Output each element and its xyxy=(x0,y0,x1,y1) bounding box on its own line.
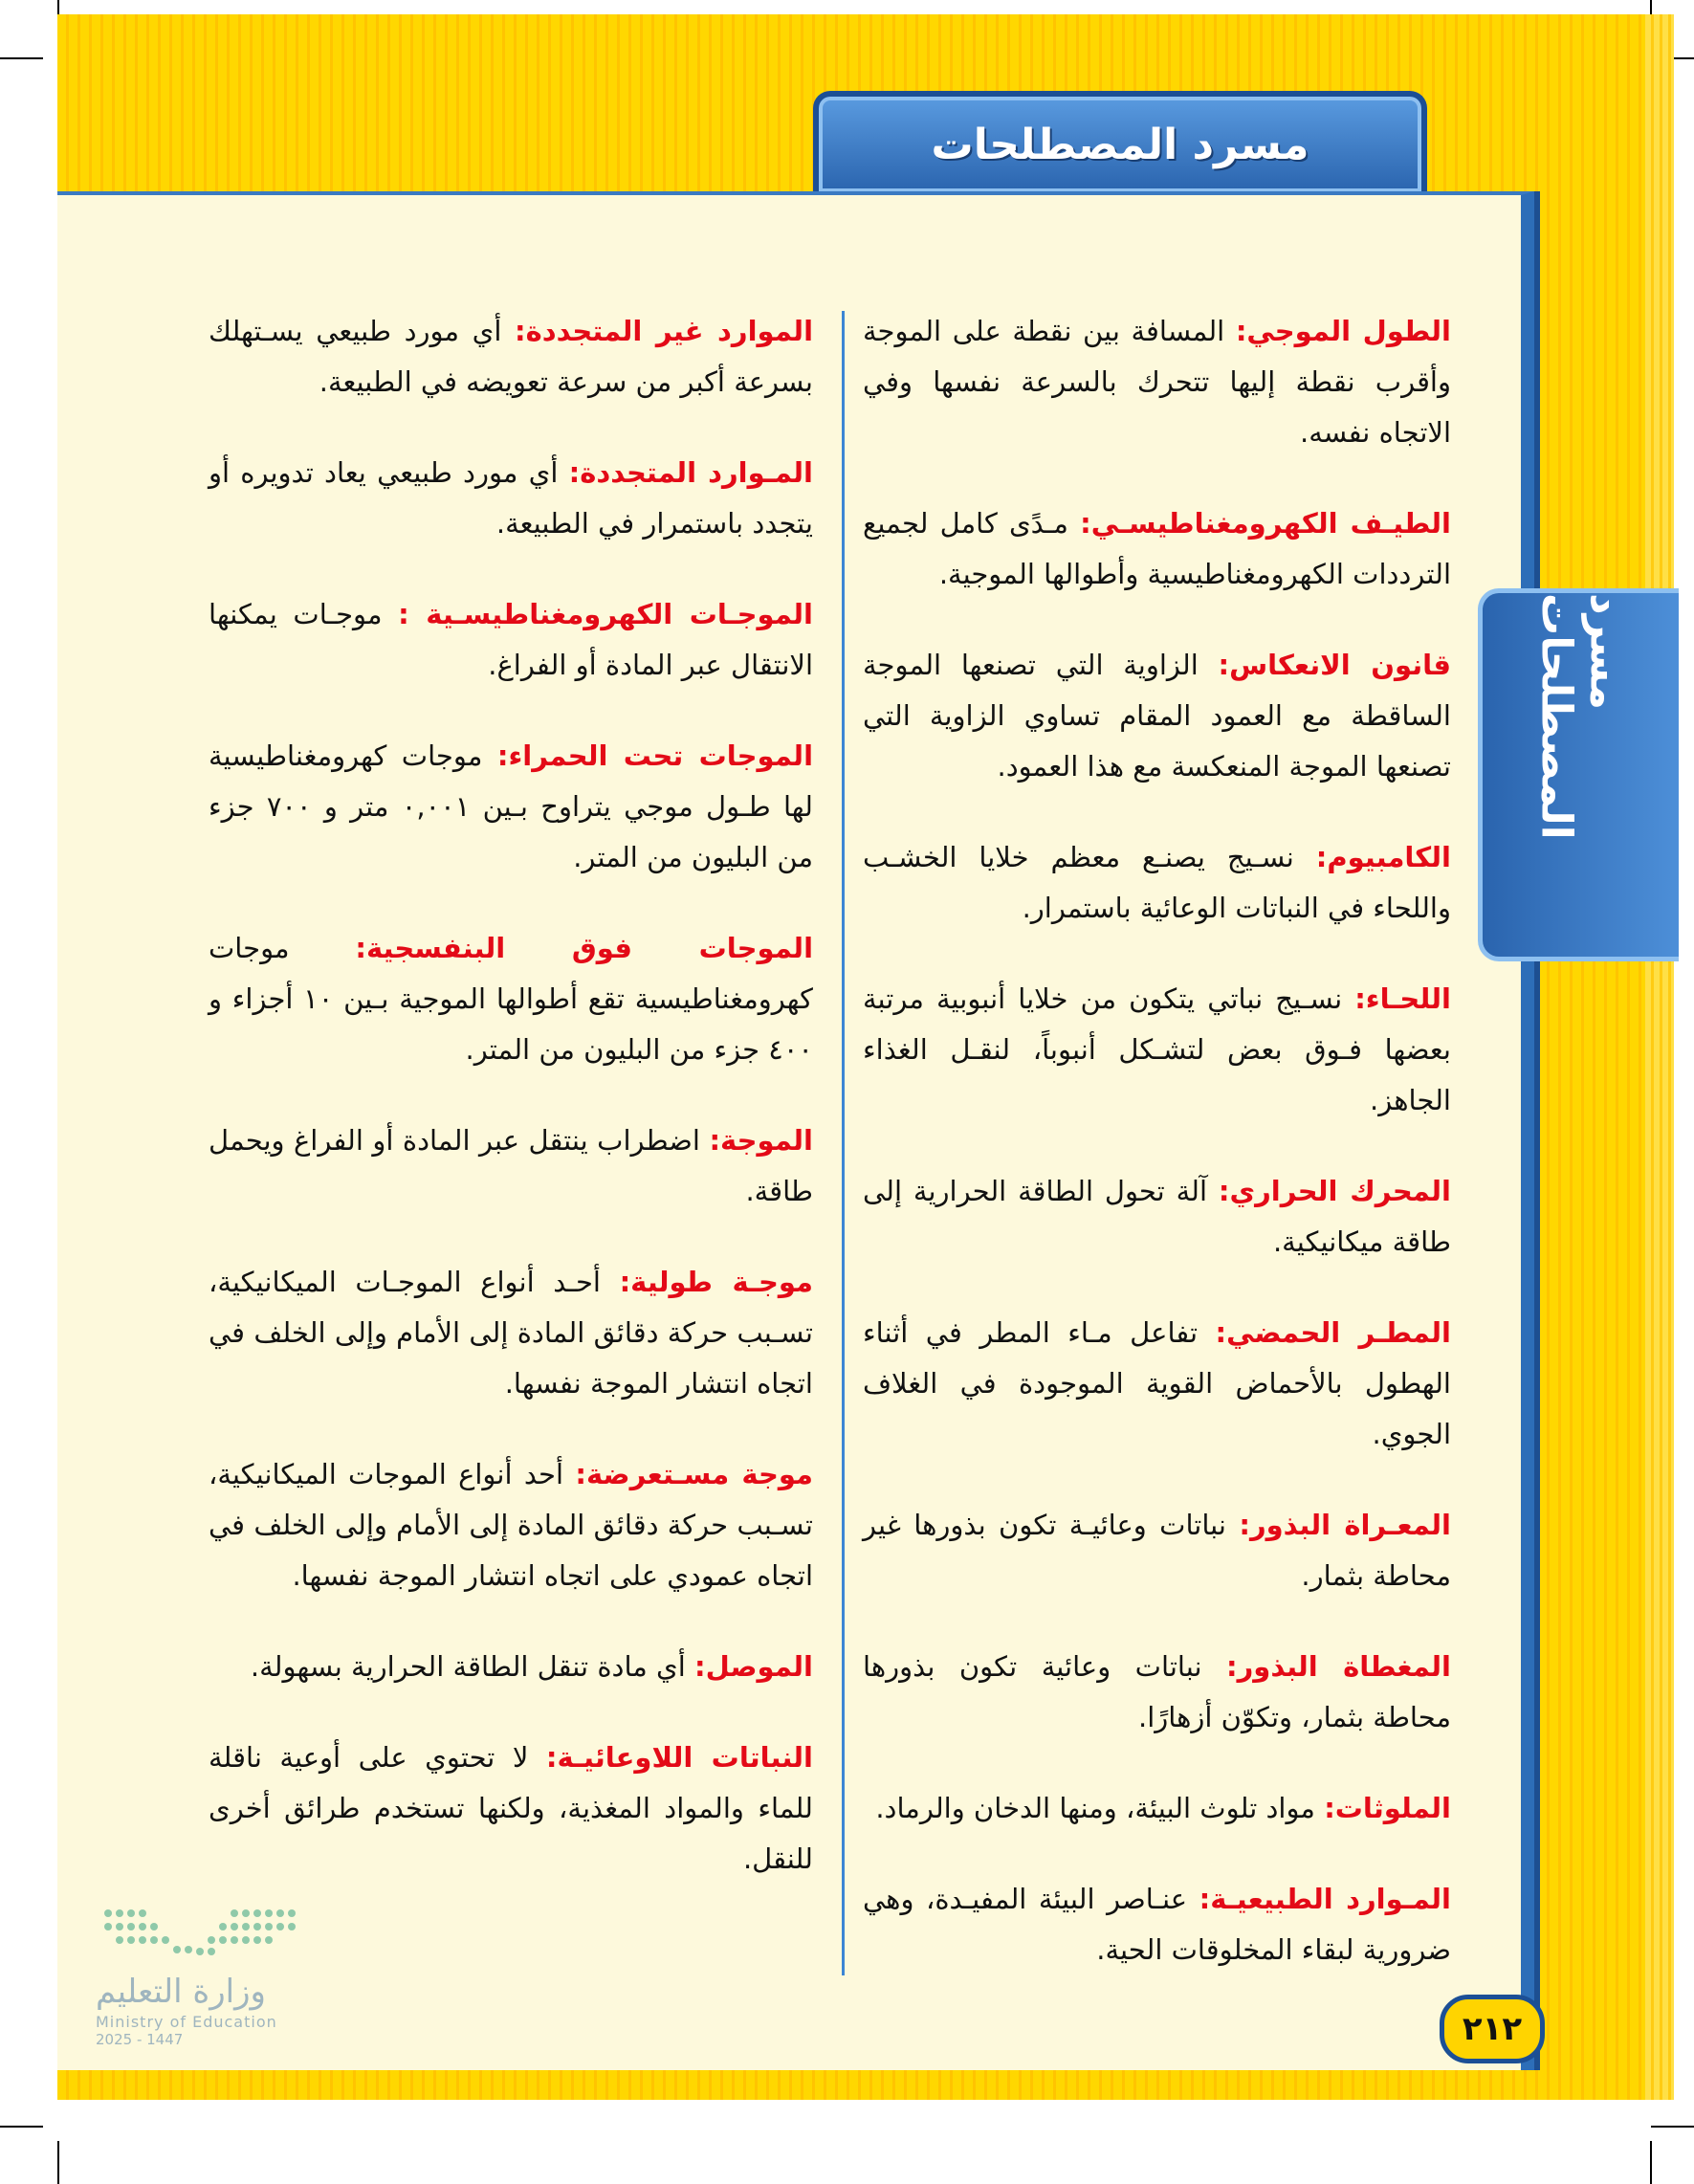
glossary-term: المطـر الحمضي: xyxy=(1215,1316,1451,1349)
glossary-term: موجـة طولية: xyxy=(619,1266,813,1298)
glossary-term: المحرك الحراري: xyxy=(1218,1175,1452,1207)
glossary-term: المـوارد الطبيعيـة: xyxy=(1199,1883,1451,1915)
glossary-entry xyxy=(863,306,1451,458)
glossary-term: موجة مسـتعرضة: xyxy=(575,1458,813,1490)
glossary-definition: أحـد أنواع الموجـات الميكانيكية، تسـبب حركة دقائق المادة إلى الأمام وإلى الخلف في اتجاه انتشار الموجة نفسها. xyxy=(209,1266,813,1400)
glossary-entry xyxy=(209,731,813,883)
page-title: مسرد المصطلحات xyxy=(931,120,1309,169)
glossary-term: الكامبيوم: xyxy=(1315,841,1451,873)
glossary-term: الموجة: xyxy=(709,1124,813,1157)
glossary-entry xyxy=(209,589,813,691)
crop-mark xyxy=(1651,2126,1694,2128)
glossary-definition: نباتات وعائيـة تكون بذورها غير محاطة بثمار. xyxy=(863,1509,1451,1592)
glossary-entry xyxy=(863,1642,1451,1743)
glossary-definition: آلة تحول الطاقة الحرارية إلى طاقة ميكانيكية. xyxy=(863,1175,1451,1258)
glossary-definition: موجات كهرومغناطيسية لها طـول موجي يتراوح بـين ٠,٠٠١ متر و ٧٠٠ جزء من البليون من المتر. xyxy=(209,739,813,873)
column-divider xyxy=(842,311,845,1975)
glossary-definition: أي مورد طبيعي يسـتهلك بسرعة أكبر من سرعة تعويضه في الطبيعة. xyxy=(209,315,813,398)
glossary-term: المـوارد المتجددة: xyxy=(568,456,813,489)
glossary-definition: المسافة بين نقطة على الموجة وأقرب نقطة إليها تتحرك بالسرعة نفسها وفي الاتجاه نفسه. xyxy=(863,315,1451,449)
glossary-definition: لا تحتوي على أوعية ناقلة للماء والمواد المغذية، ولكنها تستخدم طرائق أخرى للنقل. xyxy=(209,1741,813,1875)
glossary-entry xyxy=(209,448,813,549)
side-section-tab xyxy=(1478,588,1679,961)
glossary-definition: نباتات وعائية تكون بذورها محاطة بثمار، وتكوّن أزهارًا. xyxy=(863,1650,1451,1733)
glossary-definition: نسـيج نباتي يتكون من خلايا أنبوبية مرتبة بعضها فـوق بعض لتشـكل أنبوباً، لنقـل الغذاء الجاهز. xyxy=(863,982,1451,1116)
glossary-column-right xyxy=(863,306,1451,2016)
side-tab-label: مسرد المصطلحات xyxy=(1531,593,1630,840)
crop-mark xyxy=(57,2141,59,2184)
glossary-definition: أي مورد طبيعي يعاد تدويره أو يتجدد باستمرار في الطبيعة. xyxy=(209,456,813,540)
glossary-column-left xyxy=(209,306,813,1925)
glossary-term: الموجـات الكهرومغناطيسـية : xyxy=(398,598,813,630)
glossary-definition: اضطراب ينتقل عبر المادة أو الفراغ ويحمل طاقة. xyxy=(209,1124,813,1207)
glossary-entry xyxy=(863,1874,1451,1975)
glossary-term: الموصل: xyxy=(694,1650,813,1683)
logo-year: 2025 - 1447 xyxy=(96,2031,184,2048)
glossary-definition: مواد تلوث البيئة، ومنها الدخان والرماد. xyxy=(875,1792,1325,1824)
glossary-term: الطيـف الكهرومغناطيسـي: xyxy=(1080,507,1451,540)
glossary-entry xyxy=(863,498,1451,600)
glossary-entry xyxy=(863,1500,1451,1601)
glossary-entry xyxy=(863,1783,1451,1834)
glossary-term: الطول الموجي: xyxy=(1235,315,1451,347)
glossary-entry xyxy=(209,1642,813,1692)
glossary-definition: نسـيج يصنـع معظم خلايا الخشـب واللحاء في النباتات الوعائية باستمرار. xyxy=(863,841,1451,924)
glossary-entry xyxy=(209,923,813,1075)
glossary-entry xyxy=(863,1166,1451,1268)
glossary-term: الملوثات: xyxy=(1324,1792,1451,1824)
logo-arabic-text: وزارة التعليم xyxy=(96,1973,266,2011)
glossary-term: قانون الانعكاس: xyxy=(1218,649,1451,681)
glossary-term: اللحـاء: xyxy=(1354,982,1451,1015)
glossary-definition: الزاوية التي تصنعها الموجة الساقطة مع العمود المقام تساوي الزاوية التي تصنعها الموجة المنعكسة مع هذا العمود. xyxy=(863,649,1451,783)
glossary-entry xyxy=(209,1257,813,1409)
glossary-term: الموارد غير المتجددة: xyxy=(515,315,814,347)
glossary-term: المغطاة البذور: xyxy=(1226,1650,1451,1683)
logo-english-text: Ministry of Education xyxy=(96,2013,277,2031)
crop-mark xyxy=(0,57,43,59)
glossary-entry xyxy=(863,974,1451,1126)
glossary-term: المعـراة البذور: xyxy=(1239,1509,1451,1541)
glossary-definition: أحد أنواع الموجات الميكانيكية، تسـبب حركة دقائق المادة إلى الأمام وإلى الخلف في اتجاه عمودي على اتجاه انتشار الموجة نفسها. xyxy=(209,1458,813,1592)
glossary-entry xyxy=(863,832,1451,934)
glossary-definition: تفاعل مـاء المطر في أثناء الهطول بالأحماض القوية الموجودة في الغلاف الجوي. xyxy=(863,1316,1451,1450)
page-number: ٢١٢ xyxy=(1440,1995,1545,2063)
glossary-definition: عنـاصر البيئة المفيـدة، وهي ضرورية لبقاء المخلوقات الحية. xyxy=(863,1883,1451,1966)
glossary-definition: أي مادة تنقل الطاقة الحرارية بسهولة. xyxy=(250,1650,695,1683)
glossary-definition: موجـات يمكنها الانتقال عبر المادة أو الفراغ. xyxy=(209,598,813,681)
glossary-term: الموجات تحت الحمراء: xyxy=(496,739,814,772)
glossary-entry xyxy=(209,1449,813,1601)
crop-mark xyxy=(1650,2141,1652,2184)
ministry-logo xyxy=(96,1904,316,2076)
glossary-entry xyxy=(863,640,1451,792)
glossary-entry xyxy=(209,1732,813,1885)
glossary-term: الموجات فوق البنفسجية: xyxy=(355,932,814,964)
page-title-tab xyxy=(813,91,1427,192)
logo-dots-icon xyxy=(100,1904,316,1961)
glossary-entry xyxy=(863,1308,1451,1460)
crop-mark xyxy=(0,2126,43,2128)
glossary-definition: موجات كهرومغناطيسية تقع أطوالها الموجية بـين ١٠ أجزاء و ٤٠٠ جزء من البليون من المتر. xyxy=(209,932,813,1066)
glossary-term: النباتات اللاوعائيـة: xyxy=(545,1741,813,1774)
glossary-definition: مـدًى كامل لجميع الترددات الكهرومغناطيسية وأطوالها الموجية. xyxy=(863,507,1451,590)
glossary-entry xyxy=(209,306,813,408)
glossary-entry xyxy=(209,1115,813,1217)
